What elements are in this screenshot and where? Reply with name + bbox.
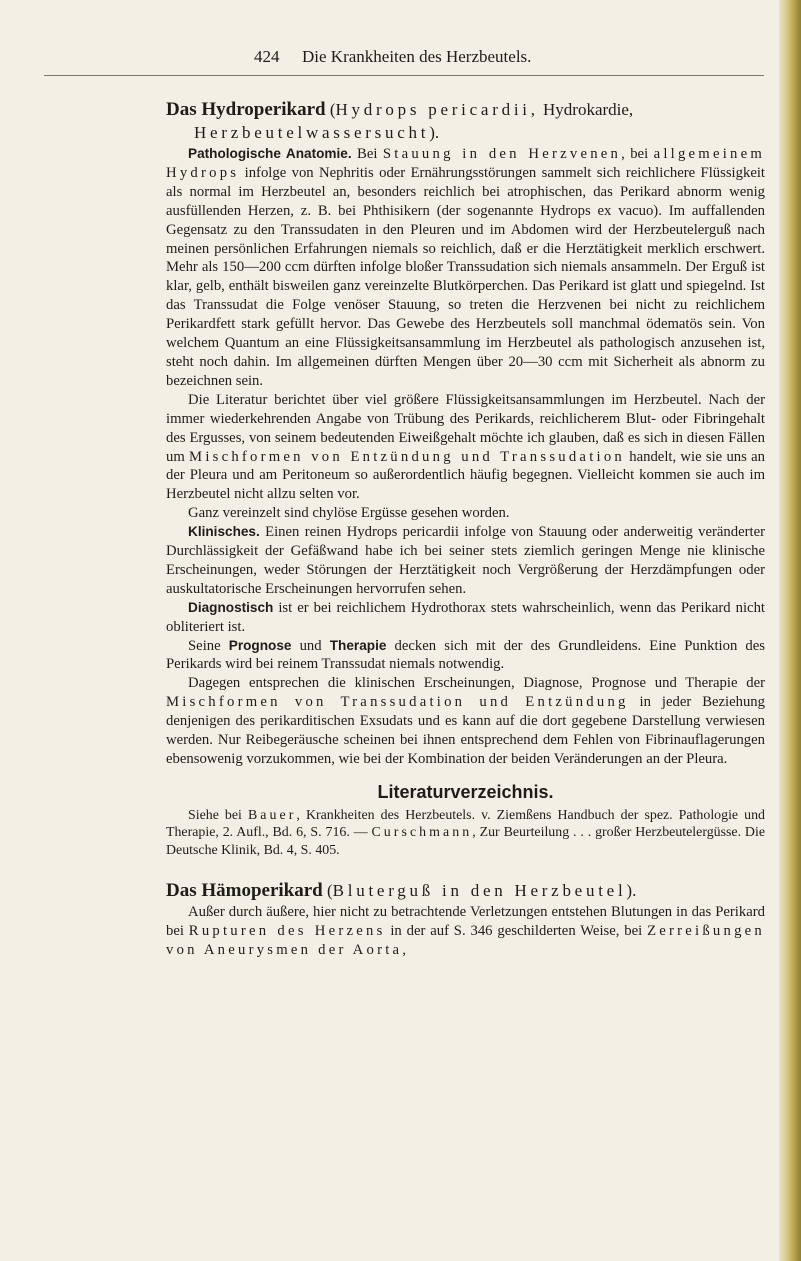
section2-title-main: Das Hämoperikard — [166, 880, 323, 902]
running-title: Die Krankheiten des Herzbeutels. — [302, 47, 532, 66]
pathology-spaced-2: allgemeinem Hydrops — [166, 146, 766, 181]
hemo-text-2: in der auf S. 346 geschilderten Weise, bei — [385, 923, 648, 940]
section-title-close: ). — [429, 123, 440, 142]
literature-spaced-1: Mischformen von Entzündung und Transsudation — [189, 448, 625, 465]
hemo-text-3: , — [402, 941, 406, 958]
pathology-text-1: Bei — [351, 146, 383, 162]
chylous-paragraph: Ganz vereinzelt sind chylöse Ergüsse gesehen worden. — [188, 505, 510, 522]
section-title-alt: Hydrokardie, — [538, 100, 634, 119]
prognosis-text-2: und — [291, 637, 330, 654]
section-title-main: Das Hydroperikard — [166, 99, 326, 120]
prognosis-paragraph — [166, 637, 765, 675]
bibliography-author-2: Curschmann — [371, 825, 473, 841]
page-edge — [779, 0, 801, 1261]
literature-paragraph — [166, 391, 765, 504]
mixed-spaced-1: Mischformen von Transsudation und Entzündung — [166, 694, 629, 711]
pathology-paragraph — [166, 145, 765, 391]
bibliography-text-3: , Zur Beurteilung . . . großer Herzbeutelergüsse. Die Deutsche Klinik, Bd. 4, S. 405. — [166, 825, 765, 858]
bibliography-title: Literaturverzeichnis. — [377, 781, 554, 802]
pathology-label: Pathologische Anatomie. — [188, 146, 352, 161]
section-title-paren-open: ( — [325, 100, 336, 119]
mixed-text-1: Dagegen entsprechen die klinischen Erscheinungen, Diagnose, Prognose und Therapie der — [188, 675, 765, 692]
prognosis-text-1: Seine — [188, 637, 229, 654]
bibliography-paragraph — [166, 807, 765, 859]
literature-text-1: Die Literatur berichtet über viel größere Flüssigkeitsansammlungen im Herzbeutel. Nach der immer wiederkehrenden Angabe von Trübung des Perikards, reichlicherem Blut- oder Fibringehalt des Ergusses, von seinem bedeutenden Eiweißgehalt möchte ich glauben, daß es sich in diesen Fällen um — [166, 391, 765, 465]
section-title-hydroperikard — [166, 98, 765, 144]
literature-text-2: handelt, wie sie uns an der Pleura und am Peritoneum so außerordentlich häufig begegnen. Vielleicht kommen sie auch im Herzbeutel nicht allzu selten vor. — [166, 448, 765, 503]
haemoperikard-paragraph — [166, 903, 765, 960]
mixed-forms-paragraph — [166, 674, 765, 769]
section-title-latin: Hydrops pericardii, — [335, 100, 539, 119]
diagnosis-label: Diagnostisch — [188, 599, 274, 615]
clinical-text: Einen reinen Hydrops pericardii infolge von Stauung oder anderweitig veränderter Durchlässigkeit der Gefäßwand habe ich bei seiner stets ziemlich geringen Menge nie klinische Erscheinungen, weder Störungen der Herztätigkeit noch Vergrößerung der Herzdämpfungen oder auskultatorische Erscheinungen hervorrufen sehen. — [166, 524, 765, 597]
section2-paren-spaced: Bluterguß in den Herzbeutel — [332, 881, 627, 901]
running-header — [44, 45, 764, 76]
mixed-text-2: in jeder Beziehung denjenigen des perikarditischen Exsudats und es kann auf die dort gegebene Darstellung verwiesen werden. Nur Reibegeräusche scheinen bei ihnen entsprechend dem Fehlen von Fibrinauflagerungen ebensowenig vorzukommen, wie bei der Kombination der beiden Veränderungen an der Pleura. — [166, 694, 765, 767]
clinical-paragraph — [166, 523, 765, 599]
prognosis-text-3: decken sich mit der des Grundleidens. Eine Punktion des Perikards wird bei reinem Transsudat niemals notwendig. — [166, 637, 766, 673]
bibliography-text-1: Siehe bei — [188, 807, 248, 823]
clinical-label: Klinisches. — [188, 524, 260, 540]
section-title-german: Herzbeutelwassersucht — [194, 123, 430, 142]
hemo-text-1: Außer durch äußere, hier nicht zu betrachtende Verletzungen entstehen Blutungen in das Perikard bei — [166, 904, 765, 940]
therapy-label: Therapie — [329, 637, 387, 653]
section-title-haemoperikard — [166, 879, 765, 902]
diagnosis-paragraph — [166, 599, 765, 637]
pathology-spaced-1: Stauung in den Herzvenen — [382, 146, 622, 162]
pathology-text-2: , bei — [621, 146, 654, 162]
section2-paren-open: ( — [322, 881, 333, 901]
page-content — [166, 98, 765, 960]
pathology-text-3: infolge von Nephritis oder Ernährungsstörungen sammelt sich reichlichere Flüssigkeit als normal im Herzbeutel an, besonders reichlich bei atrophischen, das Perikard abnorm wenig ausfüllenden Herzen, z. B. bei Phthisikern (der sogenannte Hydrops ex vacuo). Im auffallenden Gegensatz zu den Transsudaten in den Pleuren und im Abdomen wird der Herzbeutelerguß nach meinen persönlichen Erfahrungen niemals so reichlich, daß er die Herztätigkeit merklich erschwert. Mehr als 150—200 ccm dürften infolge bloßer Transsudation sich niemals ansammeln. Der Erguß ist klar, gelb, enthält bisweilen ganz vereinzelte Blutkörperchen. Das Perikard ist glatt und spiegelnd. Ist das Transsudat die Folge venöser Stauung, so treten die Herzvenen bei nicht zu reichlichem Perikardfett stark gefüllt hervor. Das Gewebe des Herzbeutels soll manchmal ödematös sein. Von welchem Quantum an eine Flüssigkeitsansammlung im Herzbeutel als pathologisch anzusehen ist, steht noch dahin. Im allgemeinen dürften Mengen über 20—30 ccm mit Sicherheit als abnorm zu bezeichnen sein. — [166, 164, 765, 389]
hemo-spaced-2: Zerreißungen von Aneurysmen der Aorta — [166, 923, 765, 958]
diagnosis-text: ist er bei reichlichem Hydrothorax stets wahrscheinlich, wenn das Perikard nicht obliteriert ist. — [166, 599, 765, 635]
bibliography-text-2: , Krankheiten des Herzbeutels. v. Ziemßens Handbuch der spez. Pathologie und Therapie, 2. Aufl., Bd. 6, S. 716. — — [166, 807, 765, 841]
bibliography-author-1: Bauer — [247, 807, 297, 823]
section2-paren-close: ). — [626, 881, 637, 901]
hemo-spaced-1: Rupturen des Herzens — [188, 923, 386, 940]
page-number: 424 — [254, 47, 280, 66]
prognosis-label: Prognose — [228, 637, 292, 653]
